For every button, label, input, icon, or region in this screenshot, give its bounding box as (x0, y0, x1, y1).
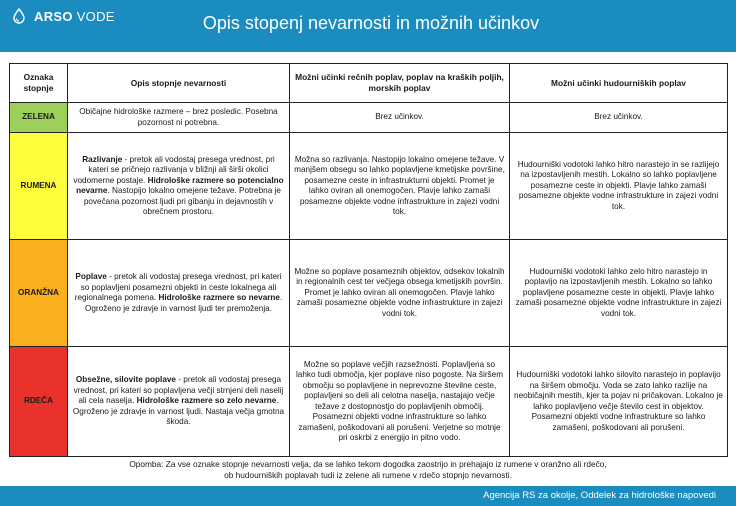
flash-effects-cell: Hudourniški vodotoki lahko hitro narastejo in se razlijejo na izpostavljenih mestih. Lokalno so lahko poplavljene posamezne ceste in objekti. Plavje lahko zamaši posamezne objekte vodne infrastrukture in zajezi vodni tok. (510, 133, 728, 240)
flash-effects-cell: Hudourniški vodotoki lahko zelo hitro narastejo in poplavijo na izpostavljenih mestih. Lokalno so lahko poplavljene posamezne ceste in objekti. Plavje lahko zamaši posamezne objekte vodne infrastrukture in zajezi vodni tok. (510, 240, 728, 347)
footer-bar (0, 486, 736, 506)
table-row-zelena (10, 103, 728, 133)
column-header-description: Opis stopnje nevarnosti (68, 64, 290, 103)
level-label-rdeca: RDEČA (10, 347, 68, 457)
river-effects-cell: Brez učinkov. (290, 103, 510, 133)
column-header-flash-effects: Možni učinki hudourniških poplav (510, 64, 728, 103)
flash-effects-cell: Hudourniški vodotoki lahko silovito narastejo in poplavijo na širšem območju. Voda se zato lahko razlije na neobičajnih mestih, kjer ta pojav ni pričakovan. Lokalno je lahko poplavljeno večje število cest in objektov. Posamezni objekti vodne infrastrukture so lahko zamašeni, poškodovani ali porušeni. (510, 347, 728, 457)
table-row-rumena (10, 133, 728, 240)
footnote (0, 459, 736, 481)
river-effects-cell: Možna so razlivanja. Nastopijo lokalno omejene težave. V manjšem obsegu so lahko poplavljene kmetijske površine, posamezne ceste in infrastrukturni objekti. Promet je lahko oviran ali onemogočen. Plavje lahko zamaši posamezne objekte vodne infrastrukture in zajezi vodni tok. (290, 133, 510, 240)
hazard-levels-table (9, 63, 728, 457)
flash-effects-cell: Brez učinkov. (510, 103, 728, 133)
level-label-oranzna: ORANŽNA (10, 240, 68, 347)
logo-text: ARSO VODE (34, 8, 115, 24)
level-label-rumena: RUMENA (10, 133, 68, 240)
table-row-oranzna (10, 240, 728, 347)
footer-agency-text: Agencija RS za okolje, Oddelek za hidrološke napovedi (483, 490, 716, 501)
description-cell: Razlivanje - pretok ali vodostaj presega vrednost, pri kateri se pričnejo razlivanja v bližnji ali širši okolici vodomerne postaje. Hidrološke razmere so potencialno nevarne. Nastopijo lokalno omejene težave. Potrebna je povečana pozornost ljudi pri gibanju in dejavnostih v obrečnem prostoru. (68, 133, 290, 240)
footnote-line-2: ob hudourniških poplavah tudi iz zelene ali rumene v rdečo stopnjo nevarnosti. (224, 469, 512, 480)
table-header-row (10, 64, 728, 103)
river-effects-cell: Možne so poplave večjih razsežnosti. Poplavljena so lahko tudi območja, kjer poplave niso pogoste. Na širšem območju so poplavljene in neprevozne številne ceste, poplavljeni so deli ali celotna naselja, nastajajo večje težave z dostopnostjo do poplavljenih območij. Posamezni objekti vodne infrastrukture so lahko zamašeni, poškodovani ali porušeni. Verjetne so motnje pri oskrbi z energijo in pitno vodo. (290, 347, 510, 457)
river-effects-cell: Možne so poplave posameznih objektov, odsekov lokalnih in regionalnih cest ter večjega obsega kmetijskih površin. Promet je lahko oviran ali onemogočen. Plavje lahko zamaši posamezne objekte vodne infrastrukture in zajezi vodni tok. (290, 240, 510, 347)
column-header-river-effects: Možni učinki rečnih poplav, poplav na kraških poljih, morskih poplav (290, 64, 510, 103)
description-cell: Poplave - pretok ali vodostaj presega vrednost, pri kateri so poplavljeni posamezni objekti in ceste lokalnega ali regionalnega pomena. Hidrološke razmere so nevarne. Ogroženo je zdravje in varnost ljudi ter premoženja. (68, 240, 290, 347)
column-header-level: Oznaka stopnje (10, 64, 68, 103)
description-cell: Obsežne, silovite poplave - pretok ali vodostaj presega vrednost, pri kateri so poplavljena večji strnjeni deli naselij ali cela naselja. Hidrološke razmere so zelo nevarne. Ogroženo je zdravje in varnost ljudi. Nastaja večja gmotna škoda. (68, 347, 290, 457)
description-cell: Običajne hidrološke razmere – brez posledic. Posebna pozornost ni potrebna. (68, 103, 290, 133)
page-title: Opis stopenj nevarnosti in možnih učinkov (202, 13, 540, 33)
table-row-rdeca (10, 347, 728, 457)
footnote-line-1: Opomba: Za vse oznake stopnje nevarnosti velja, da se lahko tekom dogodka zaostrijo in prehajajo iz rumene v oranžno ali rdečo, (129, 459, 607, 469)
header-bar (0, 0, 736, 52)
level-label-zelena: ZELENA (10, 103, 68, 133)
